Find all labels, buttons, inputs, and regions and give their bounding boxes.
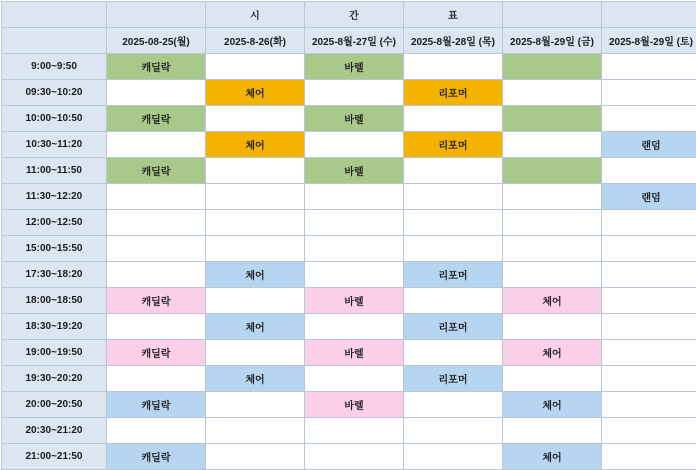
table-row bbox=[2, 366, 696, 392]
class-cell[interactable]: 바렐 bbox=[305, 54, 404, 80]
table-row bbox=[2, 184, 696, 210]
empty-cell bbox=[404, 236, 503, 262]
class-cell[interactable]: 캐딜락 bbox=[107, 288, 206, 314]
empty-cell bbox=[107, 210, 206, 236]
empty-cell bbox=[305, 210, 404, 236]
empty-cell bbox=[305, 314, 404, 340]
header-date-5: 2025-8월-29일 (토) bbox=[602, 28, 696, 54]
empty-cell bbox=[206, 210, 305, 236]
empty-cell bbox=[107, 314, 206, 340]
empty-cell bbox=[602, 444, 696, 470]
class-cell[interactable]: 체어 bbox=[206, 262, 305, 288]
empty-cell bbox=[404, 444, 503, 470]
empty-cell bbox=[206, 158, 305, 184]
time-label: 10:00~10:50 bbox=[2, 106, 107, 132]
empty-cell bbox=[503, 314, 602, 340]
class-cell[interactable]: 체어 bbox=[206, 314, 305, 340]
empty-cell bbox=[206, 444, 305, 470]
class-cell[interactable]: 체어 bbox=[503, 392, 602, 418]
empty-cell bbox=[107, 236, 206, 262]
table-row bbox=[2, 444, 696, 470]
empty-cell bbox=[305, 262, 404, 288]
time-label: 20:00~20:50 bbox=[2, 392, 107, 418]
empty-cell bbox=[206, 340, 305, 366]
empty-cell bbox=[206, 418, 305, 444]
empty-cell bbox=[206, 54, 305, 80]
class-cell[interactable]: 체어 bbox=[503, 444, 602, 470]
class-cell[interactable]: 리포머 bbox=[404, 80, 503, 106]
empty-cell bbox=[404, 210, 503, 236]
empty-cell bbox=[305, 418, 404, 444]
time-label: 9:00~9:50 bbox=[2, 54, 107, 80]
empty-cell bbox=[602, 158, 696, 184]
empty-cell bbox=[305, 444, 404, 470]
header-caption-2: 간 bbox=[305, 2, 404, 28]
table-row bbox=[2, 106, 696, 132]
empty-cell bbox=[602, 236, 696, 262]
empty-cell bbox=[503, 236, 602, 262]
empty-cell bbox=[206, 106, 305, 132]
empty-cell bbox=[404, 340, 503, 366]
empty-cell bbox=[404, 184, 503, 210]
header-caption-5 bbox=[602, 2, 696, 28]
empty-cell bbox=[107, 418, 206, 444]
time-label: 09:30~10:20 bbox=[2, 80, 107, 106]
empty-cell bbox=[206, 184, 305, 210]
time-label: 18:30~19:20 bbox=[2, 314, 107, 340]
time-label: 18:00~18:50 bbox=[2, 288, 107, 314]
empty-cell bbox=[305, 236, 404, 262]
empty-cell bbox=[602, 80, 696, 106]
table-row bbox=[2, 288, 696, 314]
empty-cell bbox=[107, 366, 206, 392]
class-cell[interactable]: 캐딜락 bbox=[107, 106, 206, 132]
table-row bbox=[2, 210, 696, 236]
table-row bbox=[2, 314, 696, 340]
timetable-body bbox=[2, 54, 696, 470]
header-time-column-2 bbox=[2, 28, 107, 54]
empty-cell bbox=[602, 106, 696, 132]
header-caption-4 bbox=[503, 2, 602, 28]
timetable bbox=[1, 1, 696, 470]
empty-cell bbox=[404, 288, 503, 314]
table-row bbox=[2, 158, 696, 184]
class-cell[interactable]: 바렐 bbox=[305, 340, 404, 366]
header-date-3: 2025-8월-28일 (목) bbox=[404, 28, 503, 54]
header-date-1: 2025-8-26(화) bbox=[206, 28, 305, 54]
empty-cell bbox=[305, 132, 404, 158]
empty-cell bbox=[305, 80, 404, 106]
empty-cell bbox=[602, 340, 696, 366]
class-cell[interactable]: 리포머 bbox=[404, 314, 503, 340]
class-cell[interactable]: 캐딜락 bbox=[107, 392, 206, 418]
time-label: 10:30~11:20 bbox=[2, 132, 107, 158]
class-cell[interactable]: 체어 bbox=[206, 366, 305, 392]
empty-cell bbox=[503, 184, 602, 210]
empty-cell bbox=[602, 366, 696, 392]
time-label: 12:00~12:50 bbox=[2, 210, 107, 236]
empty-cell bbox=[503, 262, 602, 288]
empty-cell bbox=[107, 184, 206, 210]
empty-cell bbox=[602, 418, 696, 444]
empty-cell bbox=[503, 132, 602, 158]
empty-cell bbox=[602, 262, 696, 288]
empty-cell bbox=[404, 418, 503, 444]
class-cell[interactable]: 체어 bbox=[503, 340, 602, 366]
header-date-0: 2025-08-25(월) bbox=[107, 28, 206, 54]
empty-cell bbox=[206, 392, 305, 418]
empty-cell bbox=[503, 54, 602, 80]
empty-cell bbox=[602, 54, 696, 80]
class-cell[interactable]: 랜덤 bbox=[602, 132, 696, 158]
empty-cell bbox=[206, 236, 305, 262]
time-label: 19:00~19:50 bbox=[2, 340, 107, 366]
class-cell[interactable]: 체어 bbox=[503, 288, 602, 314]
empty-cell bbox=[107, 262, 206, 288]
table-row bbox=[2, 132, 696, 158]
time-label: 17:30~18:20 bbox=[2, 262, 107, 288]
empty-cell bbox=[602, 392, 696, 418]
time-label: 19:30~20:20 bbox=[2, 366, 107, 392]
class-cell[interactable]: 바렐 bbox=[305, 392, 404, 418]
header-caption-row bbox=[2, 2, 696, 28]
class-cell[interactable]: 캐딜락 bbox=[107, 444, 206, 470]
empty-cell bbox=[107, 80, 206, 106]
timetable-header bbox=[2, 2, 696, 54]
empty-cell bbox=[404, 392, 503, 418]
empty-cell bbox=[404, 54, 503, 80]
empty-cell bbox=[305, 184, 404, 210]
empty-cell bbox=[503, 418, 602, 444]
time-label: 11:30~12:20 bbox=[2, 184, 107, 210]
header-caption-1: 시 bbox=[206, 2, 305, 28]
class-cell[interactable]: 바렐 bbox=[305, 288, 404, 314]
empty-cell bbox=[503, 106, 602, 132]
empty-cell bbox=[503, 158, 602, 184]
header-time-column bbox=[2, 2, 107, 28]
class-cell[interactable]: 리포머 bbox=[404, 262, 503, 288]
header-caption-0 bbox=[107, 2, 206, 28]
header-date-4: 2025-8월-29일 (금) bbox=[503, 28, 602, 54]
class-cell[interactable]: 랜덤 bbox=[602, 184, 696, 210]
class-cell[interactable]: 리포머 bbox=[404, 132, 503, 158]
header-date-row bbox=[2, 28, 696, 54]
class-cell[interactable]: 체어 bbox=[206, 80, 305, 106]
time-label: 20:30~21:20 bbox=[2, 418, 107, 444]
time-label: 15:00~15:50 bbox=[2, 236, 107, 262]
class-cell[interactable]: 바렐 bbox=[305, 158, 404, 184]
time-label: 21:00~21:50 bbox=[2, 444, 107, 470]
empty-cell bbox=[305, 366, 404, 392]
table-row bbox=[2, 392, 696, 418]
table-row bbox=[2, 54, 696, 80]
table-row bbox=[2, 262, 696, 288]
empty-cell bbox=[404, 158, 503, 184]
time-label: 11:00~11:50 bbox=[2, 158, 107, 184]
empty-cell bbox=[602, 314, 696, 340]
table-row bbox=[2, 340, 696, 366]
class-cell[interactable]: 캐딜락 bbox=[107, 340, 206, 366]
header-date-2: 2025-8월-27일 (수) bbox=[305, 28, 404, 54]
empty-cell bbox=[503, 80, 602, 106]
class-cell[interactable]: 리포머 bbox=[404, 366, 503, 392]
empty-cell bbox=[503, 366, 602, 392]
class-cell[interactable]: 바렐 bbox=[305, 106, 404, 132]
class-cell[interactable]: 캐딜락 bbox=[107, 158, 206, 184]
empty-cell bbox=[602, 210, 696, 236]
table-row bbox=[2, 80, 696, 106]
table-row bbox=[2, 418, 696, 444]
empty-cell bbox=[503, 210, 602, 236]
class-cell[interactable]: 체어 bbox=[206, 132, 305, 158]
empty-cell bbox=[404, 106, 503, 132]
empty-cell bbox=[206, 288, 305, 314]
empty-cell bbox=[602, 288, 696, 314]
table-row bbox=[2, 236, 696, 262]
class-cell[interactable]: 캐딜락 bbox=[107, 54, 206, 80]
header-caption-3: 표 bbox=[404, 2, 503, 28]
empty-cell bbox=[107, 132, 206, 158]
